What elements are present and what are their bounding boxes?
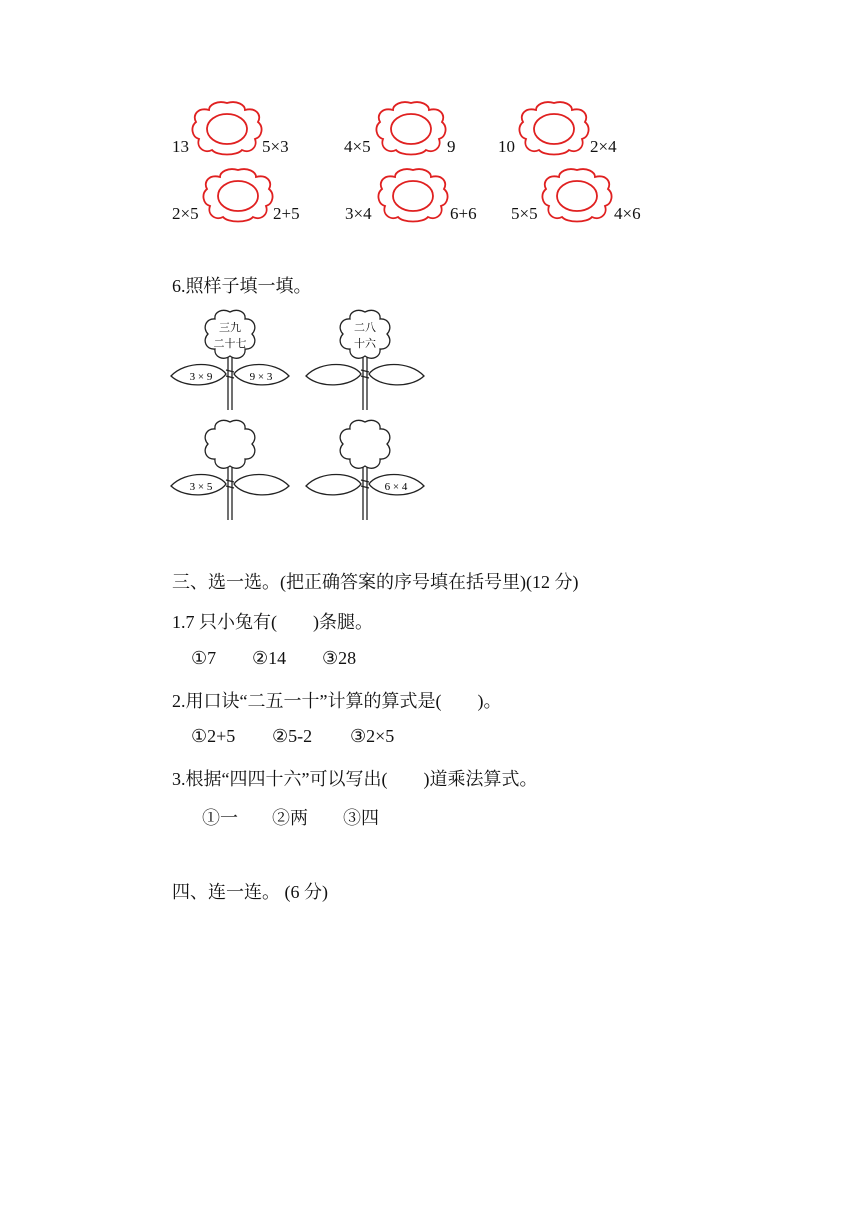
- question-stem: 1.7 只小兔有( )条腿。: [172, 612, 373, 632]
- option[interactable]: ③2×5: [350, 726, 395, 746]
- compare-right: 4×6: [614, 204, 641, 223]
- question-stem: 3.根据“四四十六”可以写出( )道乘法算式。: [172, 769, 538, 789]
- right-leaf-text: 9 × 3: [249, 371, 273, 383]
- option[interactable]: ①一: [202, 808, 238, 828]
- compare-left: 3×4: [345, 204, 372, 223]
- flower-text-line2: 十六: [354, 338, 376, 350]
- red-flower-answer-box[interactable]: [540, 167, 614, 225]
- section-3-heading: 三、选一选。(把正确答案的序号填在括号里)(12 分): [172, 572, 579, 592]
- red-flower-answer-box[interactable]: [201, 167, 275, 225]
- option[interactable]: ②14: [252, 648, 287, 668]
- section-4-heading: 四、连一连。 (6 分): [172, 882, 328, 902]
- compare-left: 4×5: [344, 137, 371, 156]
- right-leaf-text: 6 × 4: [384, 481, 408, 493]
- option[interactable]: ①2+5: [191, 726, 236, 746]
- plant-example: [168, 308, 292, 412]
- red-flower-answer-box[interactable]: [190, 100, 264, 158]
- left-leaf-text: 3 × 5: [189, 481, 213, 493]
- compare-left: 10: [498, 137, 515, 156]
- red-flower-answer-box[interactable]: [517, 100, 591, 158]
- question-stem: 2.用口诀“二五一十”计算的算式是( )。: [172, 691, 502, 711]
- flower-text-line1: 二八: [354, 322, 376, 334]
- compare-left: 5×5: [511, 204, 538, 223]
- compare-right: 9: [447, 137, 456, 156]
- flower-text-line1: 三九: [219, 322, 241, 334]
- red-flower-answer-box[interactable]: [376, 167, 450, 225]
- option[interactable]: ①7: [191, 648, 217, 668]
- compare-right: 5×3: [262, 137, 289, 156]
- compare-right: 2+5: [273, 204, 300, 223]
- red-flower-answer-box[interactable]: [374, 100, 448, 158]
- left-leaf-text: 3 × 9: [189, 371, 213, 383]
- plant-blank-flower[interactable]: [168, 418, 292, 522]
- compare-right: 2×4: [590, 137, 617, 156]
- option[interactable]: ③四: [343, 808, 379, 828]
- plant-blank-flower[interactable]: [303, 418, 427, 522]
- option[interactable]: ②5-2: [272, 726, 313, 746]
- flower-text-line2: 二十七: [213, 338, 247, 350]
- option[interactable]: ②两: [272, 808, 308, 828]
- option[interactable]: ③28: [322, 648, 357, 668]
- compare-right: 6+6: [450, 204, 477, 223]
- plant-blank-leaves[interactable]: [303, 308, 427, 412]
- compare-left: 2×5: [172, 204, 199, 223]
- question-6-title: 6.照样子填一填。: [172, 276, 312, 296]
- compare-left: 13: [172, 137, 189, 156]
